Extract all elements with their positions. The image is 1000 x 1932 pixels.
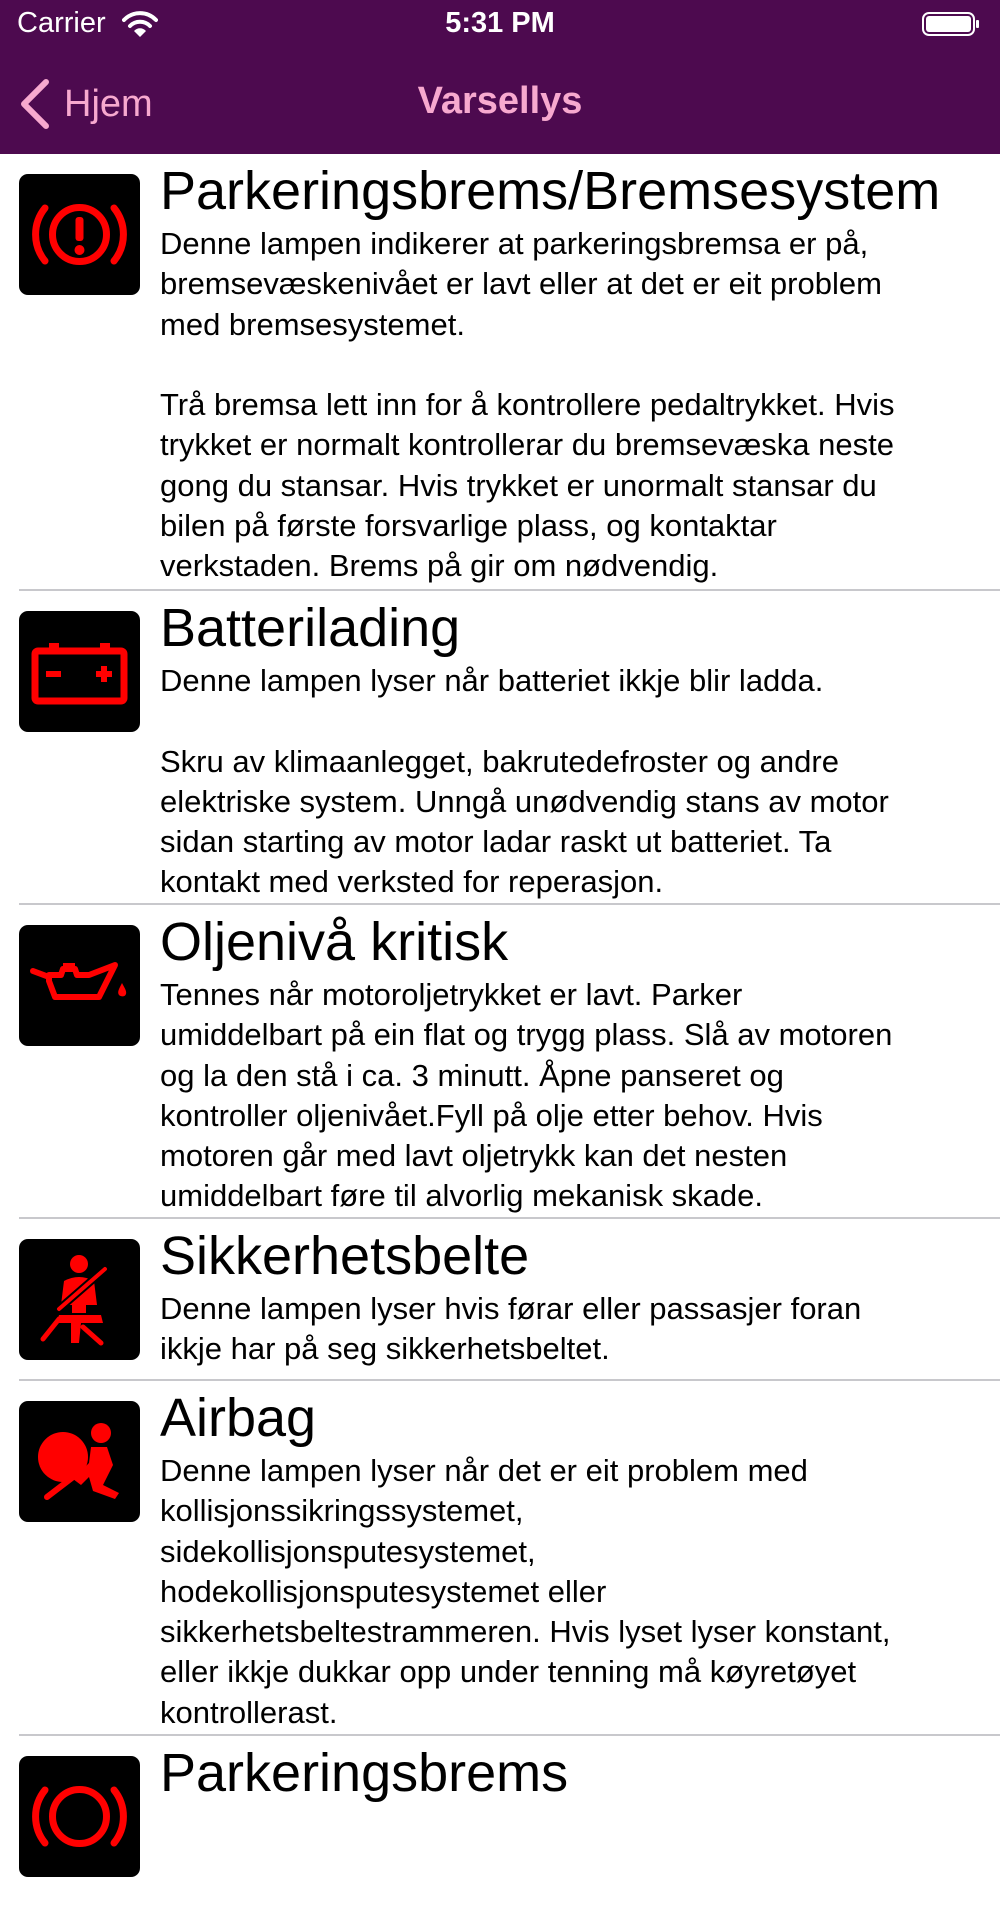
parking-brake-icon [19,1756,140,1877]
airbag-icon [19,1401,140,1522]
list-item[interactable] [0,1381,1000,1736]
seatbelt-icon [19,1239,140,1360]
list-item[interactable] [0,154,1000,591]
item-description: Denne lampen lyser hvis førar eller passasjer foran ikkje har på seg sikkerhetsbeltet. [160,1291,862,1367]
item-title: Parkeringsbrems [160,1743,569,1803]
list-item[interactable] [0,1219,1000,1381]
item-title: Airbag [160,1388,317,1448]
back-label: Hjem [64,82,153,125]
app-header [0,0,1000,154]
warning-light-list [0,154,1000,1932]
navigation-bar [0,60,1000,150]
item-title: Batterilading [160,598,461,658]
item-title: Parkeringsbrems/Bremsesystem [160,161,941,221]
item-description: Tennes når motoroljetrykket er lavt. Parker umiddelbart på ein flat og trygg plass. Slå av motoren og la den stå i ca. 3 minutt. Åpne panseret og kontroller oljenivået.Fyll på olje etter behov. Hvis motoren går med lavt oljetrykk kan det nesten umiddelbart føre til alvorlig mekanisk skade. [160,977,893,1214]
item-title: Sikkerhetsbelte [160,1226,530,1286]
brake-warning-icon [19,174,140,295]
battery-status-icon [922,12,980,36]
list-item[interactable] [0,591,1000,905]
status-bar [0,0,1000,50]
status-time: 5:31 PM [445,7,555,39]
item-description: Denne lampen indikerer at parkeringsbremsa er på, bremsevæskenivået er lavt eller at det er eit problem med bremsesystemet. Trå bremsa lett inn for å kontrollere pedaltrykket. Hvis trykket er normalt kontrollerar du bremsevæska neste gong du stansar. Hvis trykket er unormalt stansar du bilen på første forsvarlige plass, og kontaktar verkstaden. Brems på gir om nødvendig. [160,226,895,584]
list-item[interactable] [0,905,1000,1219]
item-title: Oljenivå kritisk [160,912,509,972]
carrier-label: Carrier [17,7,106,39]
list-item[interactable] [0,1736,1000,1932]
oil-can-icon [19,925,140,1046]
item-description: Denne lampen lyser når batteriet ikkje blir ladda. Skru av klimaanlegget, bakrutedefroster og andre elektriske system. Unngå unødvendig stans av motor sidan starting av motor ladar raskt ut batteriet. Ta kontakt med verksted for reperasjon. [160,663,889,900]
page-title: Varsellys [417,80,583,122]
battery-icon [19,611,140,732]
item-description: Denne lampen lyser når det er eit problem med kollisjonssikringssystemet, sidekollisjonsputesystemet, hodekollisjonsputesystemet eller sikkerhetsbeltestrammeren. Hvis lyset lyser konstant, eller ikkje dukkar opp under tenning må køyretøyet kontrollerast. [160,1453,891,1730]
